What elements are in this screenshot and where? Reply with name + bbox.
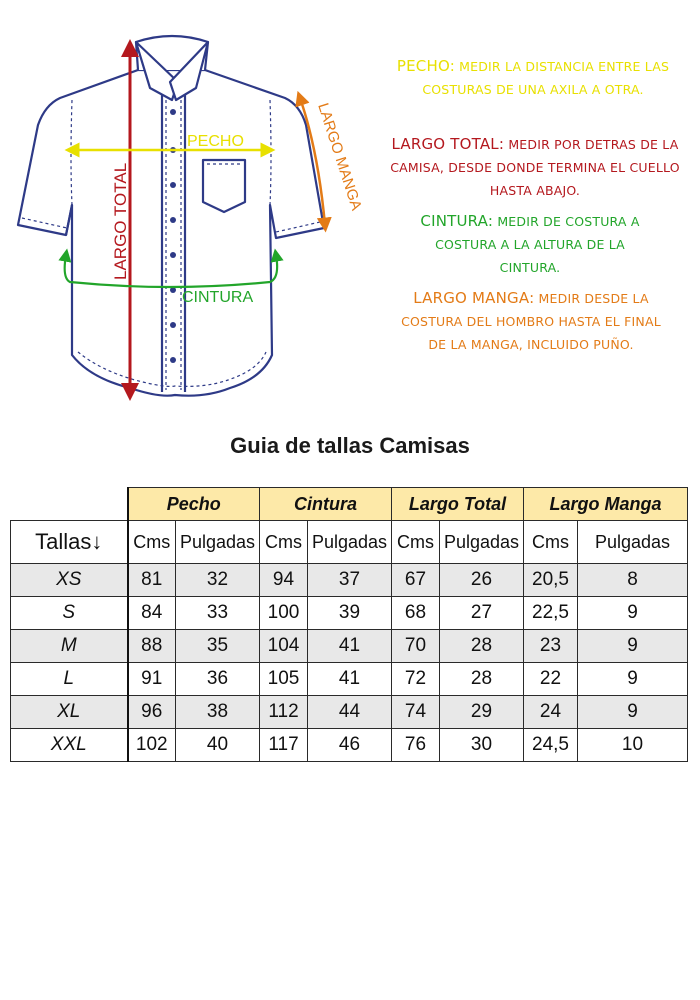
largo-total-description (385, 133, 685, 202)
tallas-header (11, 521, 128, 564)
value-cell: 32 (176, 564, 260, 597)
table-row (11, 696, 688, 729)
value-cell: 22 (524, 663, 578, 696)
cintura-description-text: MEDIR DE COSTURA A COSTURA A LA ALTURA DE LA CINTURA. (435, 214, 640, 275)
value-cell: 9 (578, 663, 688, 696)
value-cell: 40 (176, 729, 260, 762)
group-header-largo-total: Largo Total (392, 488, 524, 521)
largo-total-description-key: LARGO TOTAL: (391, 135, 505, 153)
value-cell: 84 (128, 597, 176, 630)
value-cell: 9 (578, 696, 688, 729)
largo-manga-description-key: LARGO MANGA: (413, 289, 535, 307)
value-cell: 67 (392, 564, 440, 597)
pecho-description-text: MEDIR LA DISTANCIA ENTRE LAS COSTURAS DE UNA AXILA A OTRA. (422, 59, 670, 97)
value-cell: 20,5 (524, 564, 578, 597)
unit-header-cell: Cms (524, 521, 578, 564)
table-title: Guia de tallas Camisas (230, 433, 470, 458)
pecho-label: PECHO (187, 133, 244, 150)
value-cell: 9 (578, 597, 688, 630)
unit-header-cell: Pulgadas (308, 521, 392, 564)
value-cell: 112 (260, 696, 308, 729)
group-header-row (11, 488, 688, 521)
value-cell: 36 (176, 663, 260, 696)
value-cell: 41 (308, 663, 392, 696)
group-header-pecho: Pecho (128, 488, 260, 521)
value-cell: 39 (308, 597, 392, 630)
size-chart-table (10, 487, 688, 762)
value-cell: 74 (392, 696, 440, 729)
value-cell: 105 (260, 663, 308, 696)
value-cell: 100 (260, 597, 308, 630)
value-cell: 22,5 (524, 597, 578, 630)
pecho-description (392, 55, 674, 101)
value-cell: 26 (440, 564, 524, 597)
largo-manga-description (395, 287, 667, 356)
value-cell: 117 (260, 729, 308, 762)
value-cell: 33 (176, 597, 260, 630)
value-cell: 9 (578, 630, 688, 663)
value-cell: 94 (260, 564, 308, 597)
size-cell: XXL (11, 729, 128, 762)
value-cell: 96 (128, 696, 176, 729)
value-cell: 46 (308, 729, 392, 762)
value-cell: 35 (176, 630, 260, 663)
size-cell: S (11, 597, 128, 630)
value-cell: 24 (524, 696, 578, 729)
cintura-description (405, 210, 655, 279)
table-row (11, 630, 688, 663)
unit-header-row (11, 521, 688, 564)
pecho-description-key: PECHO: (396, 57, 455, 75)
value-cell: 72 (392, 663, 440, 696)
value-cell: 28 (440, 663, 524, 696)
value-cell: 81 (128, 564, 176, 597)
value-cell: 44 (308, 696, 392, 729)
value-cell: 27 (440, 597, 524, 630)
unit-header-cell: Cms (392, 521, 440, 564)
size-cell: M (11, 630, 128, 663)
group-header-largo-manga: Largo Manga (524, 488, 688, 521)
cintura-label: CINTURA (182, 289, 254, 306)
down-arrow-icon: ↓ (91, 529, 103, 554)
unit-header-cell: Cms (128, 521, 176, 564)
value-cell: 38 (176, 696, 260, 729)
group-header-cintura: Cintura (260, 488, 392, 521)
unit-header-cell: Pulgadas (578, 521, 688, 564)
value-cell: 29 (440, 696, 524, 729)
unit-header-cell: Cms (260, 521, 308, 564)
value-cell: 88 (128, 630, 176, 663)
empty-corner (11, 488, 128, 521)
size-cell: XL (11, 696, 128, 729)
value-cell: 37 (308, 564, 392, 597)
largo-manga-description-text: MEDIR DESDE LA COSTURA DEL HOMBRO HASTA EL FINAL DE LA MANGA, INCLUIDO PUÑO. (401, 291, 661, 352)
table-row (11, 663, 688, 696)
value-cell: 70 (392, 630, 440, 663)
table-row (11, 564, 688, 597)
shirt-diagram (0, 0, 390, 420)
table-row (11, 597, 688, 630)
value-cell: 8 (578, 564, 688, 597)
value-cell: 24,5 (524, 729, 578, 762)
value-cell: 23 (524, 630, 578, 663)
value-cell: 68 (392, 597, 440, 630)
tallas-header-label: Tallas (35, 529, 92, 554)
value-cell: 102 (128, 729, 176, 762)
value-cell: 30 (440, 729, 524, 762)
value-cell: 104 (260, 630, 308, 663)
shirt-outline (18, 36, 324, 396)
value-cell: 28 (440, 630, 524, 663)
table-row (11, 729, 688, 762)
size-cell: L (11, 663, 128, 696)
largo-manga-label: LARGO MANGA (314, 100, 365, 213)
value-cell: 41 (308, 630, 392, 663)
largo-total-label: LARGO TOTAL (111, 162, 130, 280)
unit-header-cell: Pulgadas (176, 521, 260, 564)
unit-header-cell: Pulgadas (440, 521, 524, 564)
value-cell: 10 (578, 729, 688, 762)
cintura-description-key: CINTURA: (420, 212, 494, 230)
value-cell: 76 (392, 729, 440, 762)
value-cell: 91 (128, 663, 176, 696)
size-cell: XS (11, 564, 128, 597)
largo-total-description-text: MEDIR POR DETRAS DE LA CAMISA, DESDE DONDE TERMINA EL CUELLO HASTA ABAJO. (390, 137, 680, 198)
